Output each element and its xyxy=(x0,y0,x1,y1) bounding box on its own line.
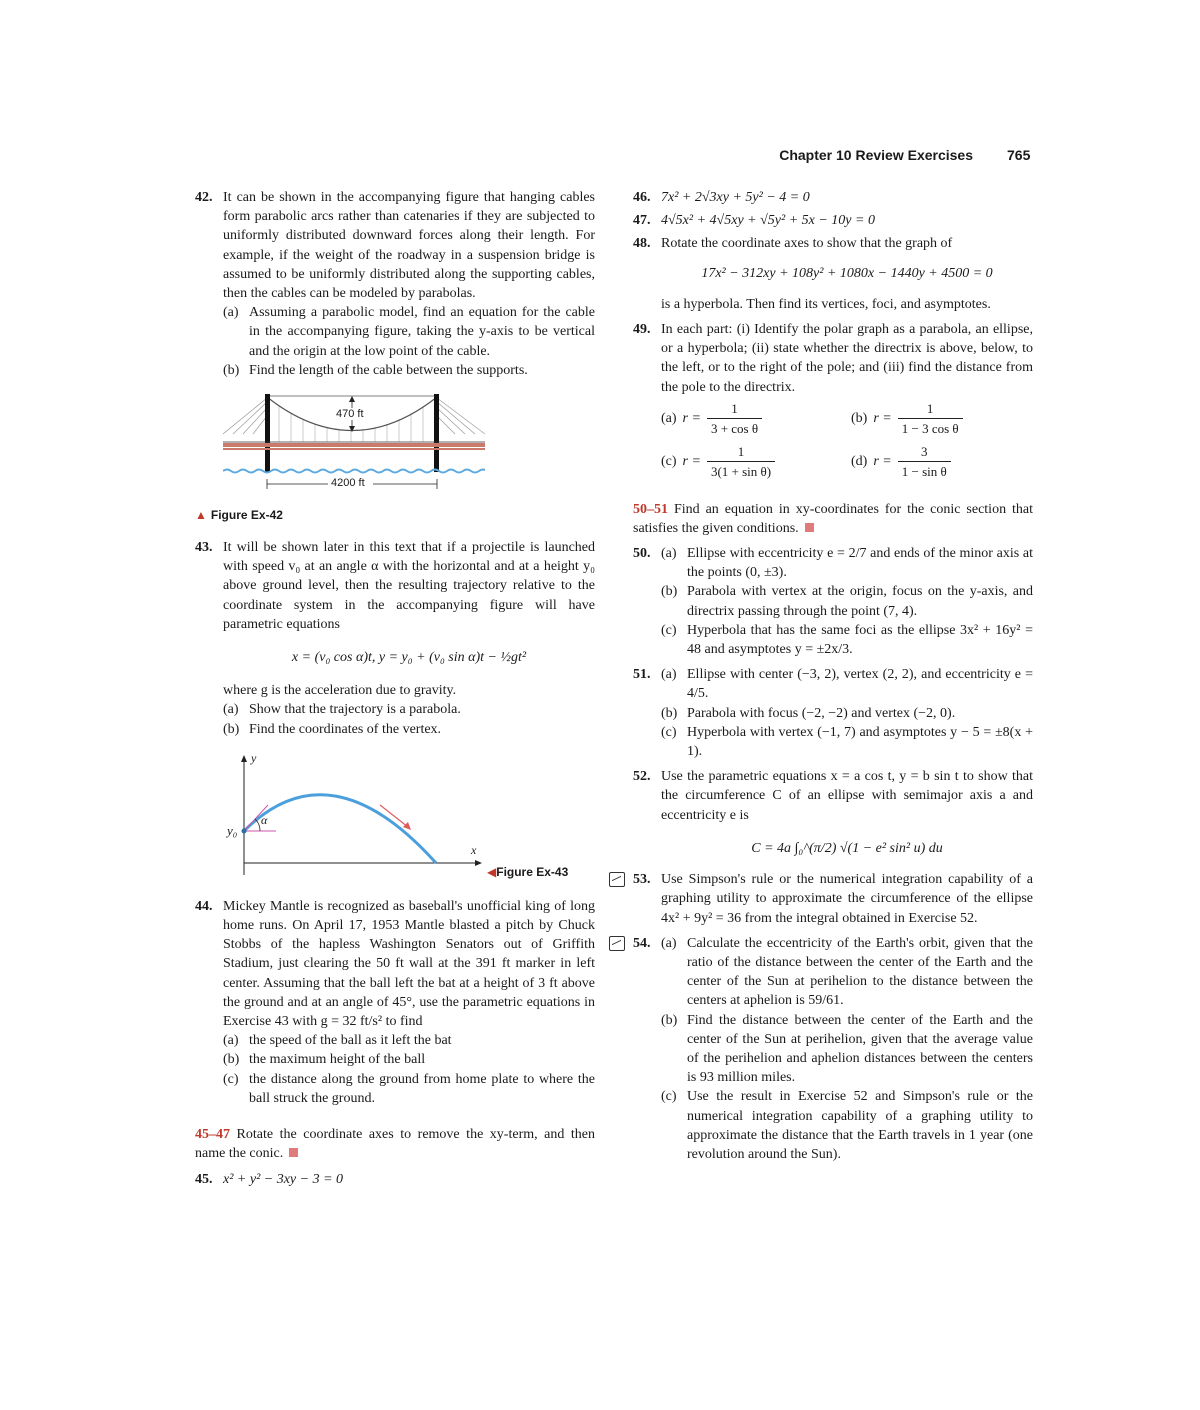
part-d xyxy=(851,442,1041,481)
exercise-53 xyxy=(633,870,1033,928)
section-50-51 xyxy=(633,500,1033,538)
equation: 17x² − 312xy + 108y² + 1080x − 1440y + 4500 = 0 xyxy=(701,265,993,281)
part-label: (c) xyxy=(661,724,677,740)
part-c xyxy=(661,442,851,481)
part-text: Use the result in Exercise 52 and Simpson's rule or the numerical integration capability of a graphing utility to approximate the distance that the Earth travels in 1 year (one revolution around the Sun). xyxy=(687,1089,1033,1162)
part-text: Assuming a parabolic model, find an equation for the cable in the accompanying figure, taking the y-axis to be vertical and the origin at the low point of the cable. xyxy=(249,305,595,359)
exercise-number: 52. xyxy=(633,769,651,785)
part-b xyxy=(661,582,1033,620)
section-range: 50–51 xyxy=(633,501,668,517)
part-c xyxy=(223,1070,595,1108)
exercise-number: 53. xyxy=(633,872,651,888)
part-text: Calculate the eccentricity of the Earth's orbit, given that the ratio of the distance between the center of the Earth and the center of the Sun at perihelion to the distance between the centers at aphelion is 59/61. xyxy=(687,935,1033,1009)
exercise-number: 42. xyxy=(195,190,213,205)
part-a xyxy=(661,665,1033,703)
equation: 4√5x² + 4√5xy + √5y² + 5x − 10y = 0 xyxy=(661,213,875,229)
part-label: (a) xyxy=(223,305,239,321)
exercise-number: 46. xyxy=(633,190,651,205)
part-text: Parabola with focus (−2, −2) and vertex (−2, 0). xyxy=(687,705,956,721)
part-label: (c) xyxy=(661,622,677,638)
exercise-text: Rotate the coordinate axes to show that the graph of xyxy=(661,236,953,252)
part-text: Show that the trajectory is a parabola. xyxy=(249,702,461,718)
part-c xyxy=(661,621,1033,659)
fraction xyxy=(898,399,963,438)
exercise-52 xyxy=(633,767,1033,858)
part-c xyxy=(661,1087,1033,1164)
part-label: (a) xyxy=(661,667,677,683)
part-label: (b) xyxy=(223,721,240,737)
numerator: 3 xyxy=(898,442,951,462)
exercise-number: 48. xyxy=(633,236,651,252)
part-text: the maximum height of the ball xyxy=(249,1052,426,1068)
exercise-after-text: is a hyperbola. Then find its vertices, foci, and asymptotes. xyxy=(661,296,991,312)
span-label: 4200 ft xyxy=(331,477,365,490)
exercise-number: 47. xyxy=(633,213,651,229)
exercise-54 xyxy=(633,934,1033,1164)
fraction xyxy=(707,399,762,438)
exercise-42 xyxy=(195,188,595,380)
caption-text: Figure Ex-43 xyxy=(496,864,569,879)
height-label: 470 ft xyxy=(336,408,364,421)
exercise-number: 51. xyxy=(633,667,651,683)
exercise-50 xyxy=(633,544,1033,659)
part-label: (b) xyxy=(223,1052,240,1068)
part-text: Hyperbola that has the same foci as the ellipse 3x² + 16y² = 48 and asymptotes y = ±2x/3. xyxy=(687,622,1033,658)
alpha-label: α xyxy=(261,812,268,827)
exercise-number: 49. xyxy=(633,322,651,338)
exercise-number: 50. xyxy=(633,546,651,562)
part-text: Parabola with vertex at the origin, focus on the y-axis, and directrix passing through the point (7, 4). xyxy=(687,584,1033,619)
chapter-title: Chapter 10 Review Exercises xyxy=(779,147,973,163)
part-label: (a) xyxy=(223,1033,239,1049)
part-a xyxy=(661,544,1033,582)
figure-caption xyxy=(487,863,568,881)
exercise-47 xyxy=(633,211,1033,230)
fraction xyxy=(707,442,775,481)
square-icon xyxy=(805,523,814,532)
part-label: (a) xyxy=(661,410,677,426)
part-b xyxy=(223,361,595,380)
right-column xyxy=(633,188,1033,1164)
exercise-text: It will be shown later in this text that if a projectile is launched with speed v₀ at an angle α with the horizontal and at a height y₀ above ground level, then the resulting trajectory relative to the coordinate system in the accompanying figure will have parametric equations xyxy=(223,540,595,632)
parametric-equation: x = (v₀ cos α)t, y = y₀ + (v₀ sin α)t − ½gt² xyxy=(291,650,527,666)
part-b xyxy=(851,399,1041,438)
equation: x² + y² − 3xy − 3 = 0 xyxy=(223,1171,344,1187)
denominator: 3(1 + sin θ) xyxy=(710,464,772,480)
section-range: 45–47 xyxy=(195,1127,230,1143)
lhs: r = xyxy=(873,410,892,426)
equation: 7x² + 2√3xy + 5y² − 4 = 0 xyxy=(661,190,810,205)
part-text: the distance along the ground from home plate to where the ball struck the ground. xyxy=(249,1071,595,1106)
part-label: (c) xyxy=(223,1071,239,1087)
exercise-48 xyxy=(633,234,1033,314)
lhs: r = xyxy=(873,454,892,470)
part-b xyxy=(223,720,595,739)
part-label: (a) xyxy=(661,546,677,562)
part-text: Ellipse with eccentricity e = 2/7 and ends of the minor axis at the points (0, ±3). xyxy=(687,546,1033,581)
part-label: (b) xyxy=(661,584,678,600)
exercise-45 xyxy=(195,1170,595,1189)
part-label: (a) xyxy=(661,935,677,951)
part-text: Find the length of the cable between the supports. xyxy=(249,362,528,378)
denominator: 1 − sin θ xyxy=(901,464,947,480)
part-a xyxy=(661,399,851,438)
part-b xyxy=(223,1050,595,1069)
section-45-47 xyxy=(195,1125,595,1163)
calculator-icon xyxy=(609,936,625,951)
exercise-46 xyxy=(633,188,1033,207)
exercise-text: Use the parametric equations x = a cos t, y = b sin t to show that the circumference C of an ellipse with semimajor axis a and eccentricity e is xyxy=(661,769,1033,823)
triangle-icon: ▲ xyxy=(195,508,207,523)
exercise-51 xyxy=(633,665,1033,761)
part-label: (b) xyxy=(851,410,868,426)
part-b xyxy=(661,1011,1033,1088)
calculator-icon xyxy=(609,872,625,887)
exercise-number: 54. xyxy=(633,935,651,951)
y0-label: y₀ xyxy=(227,822,238,838)
where-text: where g is the acceleration due to gravity. xyxy=(223,683,457,699)
part-label: (c) xyxy=(661,454,677,470)
part-a xyxy=(223,700,595,719)
figure-caption xyxy=(195,506,595,524)
exercise-43 xyxy=(195,538,595,739)
x-axis-label: x xyxy=(471,842,477,857)
part-label: (b) xyxy=(223,362,240,378)
part-label: (c) xyxy=(661,1089,677,1105)
part-a xyxy=(223,1031,595,1050)
square-icon xyxy=(289,1148,298,1157)
caption-text: Figure Ex-42 xyxy=(210,508,283,523)
part-text: the speed of the ball as it left the bat xyxy=(249,1033,452,1049)
circumference-integral: C = 4a ∫₀^(π/2) √(1 − e² sin² u) du xyxy=(751,840,943,856)
numerator: 1 xyxy=(707,399,762,419)
page-header xyxy=(0,147,1200,167)
part-a xyxy=(223,303,595,361)
part-c xyxy=(661,723,1033,761)
part-label: (b) xyxy=(661,1012,678,1028)
section-text: Find an equation in xy-coordinates for the conic section that satisfies the given conditions. xyxy=(633,501,1034,536)
exercise-text: It can be shown in the accompanying figure that hanging cables form parabolic arcs rather than catenaries if they are subjected to uniformly distributed downward forces along their length. For example, if the weight of the roadway in a suspension bridge is assumed to be uniformly distributed along the supporting cables, then the cables can be modeled by parabolas. xyxy=(223,190,595,302)
lhs: r = xyxy=(682,410,701,426)
part-label: (b) xyxy=(661,705,678,721)
part-b xyxy=(661,704,1033,723)
exercise-49 xyxy=(633,320,1033,482)
part-text: Find the distance between the center of the Earth and the center of the Sun at perihelion, given that the average value of the perihelion and aphelion distances between the centers is 93 million miles. xyxy=(687,1012,1033,1086)
part-a xyxy=(661,934,1033,1011)
left-column xyxy=(195,188,595,1189)
exercise-text: Mickey Mantle is recognized as baseball's unofficial king of long home runs. On April 17, 1953 Mantle blasted a pitch by Chuck Stobbs of the hapless Washington Senators out of Griffith Stadium, just clearing the 50 ft wall at the 391 ft marker in left center. Assuming that the ball left the bat at a height of 3 ft above the ground and at an angle of 45°, use the parametric equations in Exercise 43 with g = 32 ft/s² to find xyxy=(223,898,595,1030)
part-label: (a) xyxy=(223,702,239,718)
polar-equations xyxy=(661,399,1033,482)
figure-ex-42 xyxy=(223,394,485,504)
exercise-number: 44. xyxy=(195,898,213,914)
denominator: 1 − 3 cos θ xyxy=(901,421,959,437)
section-text: Rotate the coordinate axes to remove the xy-term, and then name the conic. xyxy=(195,1127,595,1162)
exercise-text: Use Simpson's rule or the numerical integration capability of a graphing utility to approximate the circumference of the ellipse 4x² + 9y² = 36 from the integral obtained in Exercise 52. xyxy=(661,872,1033,926)
page-number: 765 xyxy=(1007,147,1031,163)
numerator: 1 xyxy=(898,399,963,419)
triangle-icon: ◀ xyxy=(487,864,497,879)
numerator: 1 xyxy=(707,442,775,462)
exercise-44 xyxy=(195,897,595,1108)
part-text: Hyperbola with vertex (−1, 7) and asymptotes y − 5 = ±8(x + 1). xyxy=(687,724,1033,760)
fraction xyxy=(898,442,951,481)
figure-ex-43 xyxy=(195,750,595,883)
lhs: r = xyxy=(682,454,701,470)
denominator: 3 + cos θ xyxy=(710,421,759,437)
y-axis-label: y xyxy=(251,750,257,765)
exercise-number: 43. xyxy=(195,540,213,556)
part-text: Ellipse with center (−3, 2), vertex (2, 2), and eccentricity e = 4/5. xyxy=(687,667,1033,702)
part-label: (d) xyxy=(851,454,868,470)
exercise-text: In each part: (i) Identify the polar graph as a parabola, an ellipse, or a hyperbola; (ii) state whether the directrix is above, below, to the left, or to the right of the pole; and (iii) find the distance from the pole to the directrix. xyxy=(661,322,1033,395)
part-text: Find the coordinates of the vertex. xyxy=(249,721,442,737)
exercise-number: 45. xyxy=(195,1171,213,1187)
